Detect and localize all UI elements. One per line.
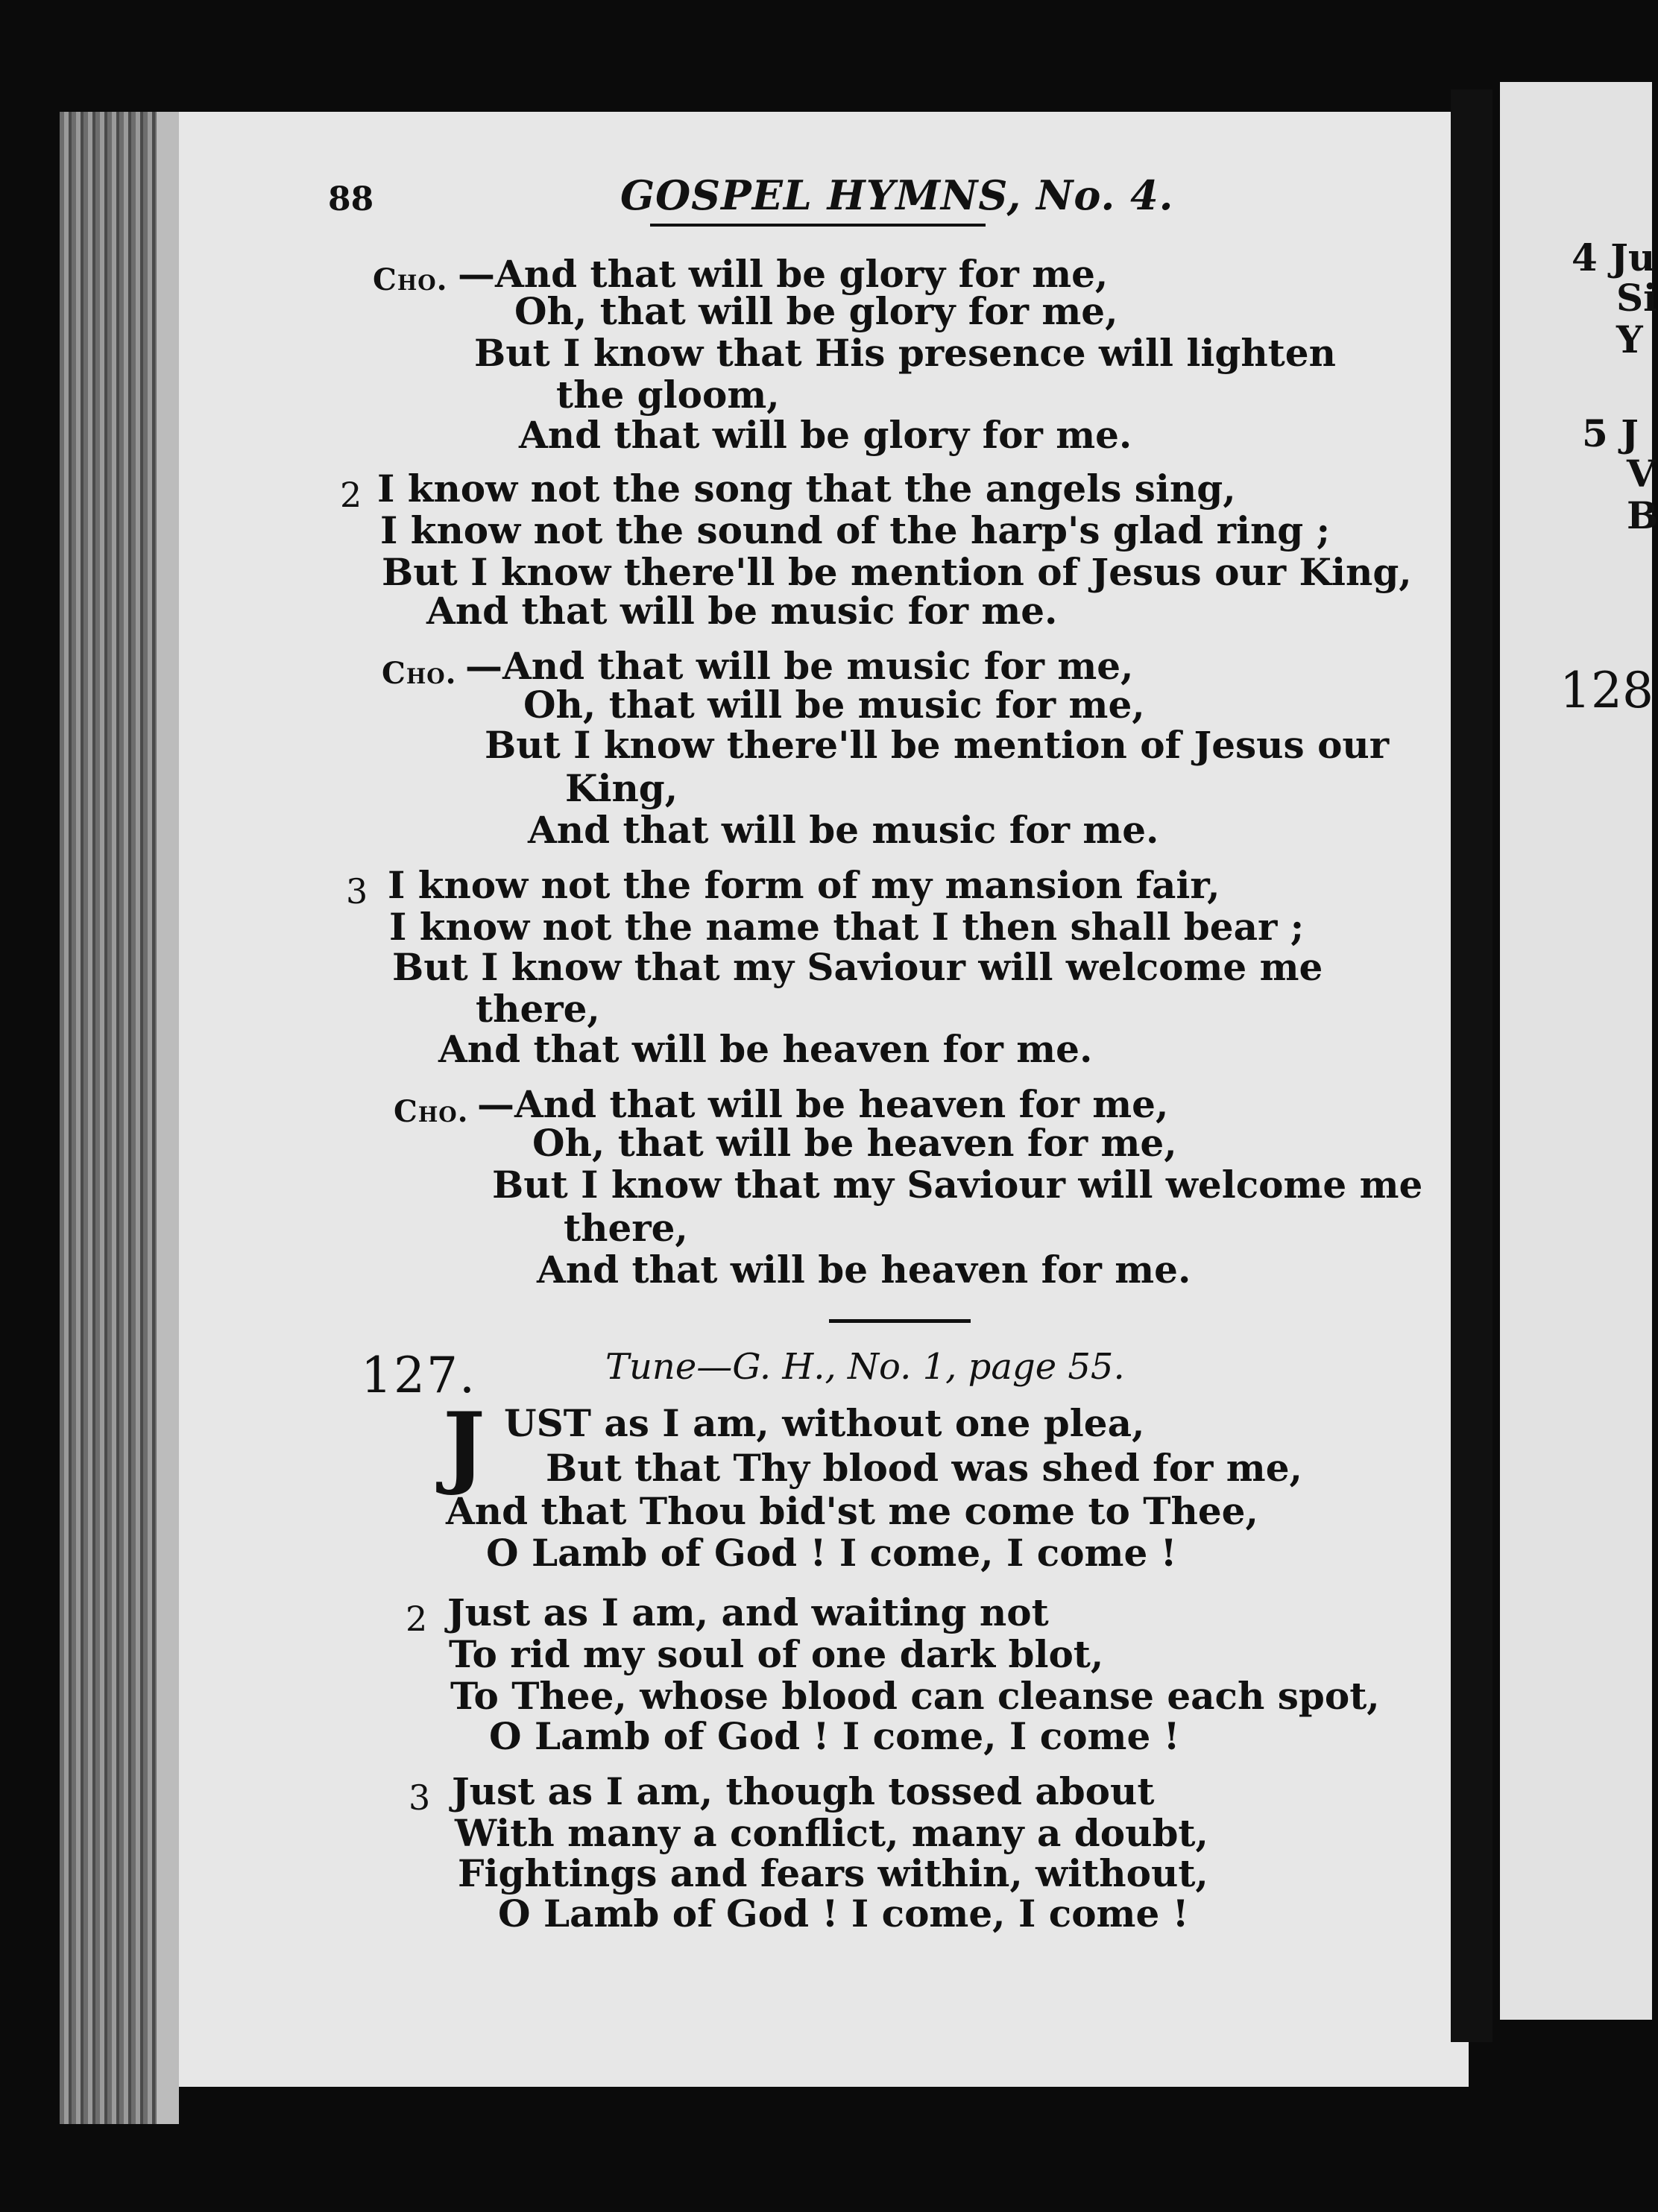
chorus-label: Cho. xyxy=(394,1094,469,1129)
chorus-line: King, xyxy=(565,766,678,810)
verse-number: 2 xyxy=(406,1599,428,1639)
verse-line: I know not the sound of the harp's glad ring ; xyxy=(380,508,1331,552)
verse-line: But I know that my Saviour will welcome me xyxy=(392,945,1323,989)
header-rule xyxy=(650,224,986,227)
verse-line: But that Thy blood was shed for me, xyxy=(546,1446,1302,1490)
verse-line: O Lamb of God ! I come, I come ! xyxy=(486,1531,1177,1575)
facing-fragment: V xyxy=(1627,452,1656,496)
chorus-line: Oh, that will be music for me, xyxy=(523,683,1145,727)
chorus-line: —And that will be heaven for me, xyxy=(477,1082,1169,1126)
verse-number: 3 xyxy=(409,1777,431,1818)
drop-cap: J xyxy=(443,1393,485,1498)
verse-line: With many a conflict, many a doubt, xyxy=(455,1811,1208,1855)
chorus-line: But I know that my Saviour will welcome me xyxy=(492,1163,1423,1207)
verse-line: O Lamb of God ! I come, I come ! xyxy=(498,1892,1189,1935)
verse-number: 2 xyxy=(340,475,362,515)
facing-fragment: Y xyxy=(1616,317,1643,361)
page-edge-highlight xyxy=(157,112,179,2124)
verse-line: To rid my soul of one dark blot, xyxy=(449,1632,1104,1676)
verse-line: But I know there'll be mention of Jesus our King, xyxy=(382,550,1412,594)
verse-line: And that will be music for me. xyxy=(426,589,1058,633)
verse-line: there, xyxy=(476,987,600,1031)
chorus-line: Oh, that will be heaven for me, xyxy=(532,1121,1177,1165)
chorus-line: —And that will be glory for me, xyxy=(458,252,1109,296)
verse-number: 3 xyxy=(346,871,368,911)
verse-line: To Thee, whose blood can cleanse each spot, xyxy=(450,1674,1380,1718)
facing-fragment: 4 Ju xyxy=(1572,236,1656,279)
running-title: GOSPEL HYMNS, No. 4. xyxy=(620,171,1174,219)
verse-line: O Lamb of God ! I come, I come ! xyxy=(489,1714,1180,1758)
chorus-line: the gloom, xyxy=(556,373,780,417)
tune-reference: Tune—G. H., No. 1, page 55. xyxy=(605,1346,1125,1388)
chorus-label: Cho. xyxy=(382,656,457,691)
section-rule xyxy=(829,1319,971,1323)
chorus-line: Oh, that will be glory for me, xyxy=(514,289,1118,333)
chorus-line: there, xyxy=(564,1206,688,1250)
facing-fragment: B xyxy=(1627,493,1658,537)
chorus-line: —And that will be music for me, xyxy=(465,644,1134,688)
book-gutter xyxy=(1451,89,1492,2042)
verse-line: And that Thou bid'st me come to Thee, xyxy=(446,1489,1258,1533)
page-number: 88 xyxy=(328,180,374,218)
verse-line: Just as I am, and waiting not xyxy=(447,1590,1049,1634)
verse-line: UST as I am, without one plea, xyxy=(504,1401,1145,1445)
chorus-line: And that will be glory for me. xyxy=(519,413,1132,457)
chorus-label: Cho. xyxy=(373,262,448,297)
facing-fragment: 5 J xyxy=(1582,411,1639,455)
verse-line: I know not the name that I then shall bear ; xyxy=(389,905,1305,949)
verse-line: Just as I am, though tossed about xyxy=(452,1769,1155,1813)
hymn-number: 127. xyxy=(361,1347,476,1404)
chorus-line: And that will be music for me. xyxy=(528,808,1159,852)
facing-hymn-number: 128 xyxy=(1560,662,1654,719)
facing-page xyxy=(1500,82,1652,2020)
chorus-line: But I know that His presence will lighten xyxy=(474,331,1336,375)
verse-line: Fightings and fears within, without, xyxy=(458,1851,1208,1895)
chorus-line: But I know there'll be mention of Jesus our xyxy=(485,723,1390,767)
chorus-line: And that will be heaven for me. xyxy=(537,1248,1191,1292)
facing-fragment: Si xyxy=(1616,276,1658,320)
verse-line: I know not the song that the angels sing, xyxy=(377,467,1236,511)
verse-line: And that will be heaven for me. xyxy=(438,1027,1093,1071)
verse-line: I know not the form of my mansion fair, xyxy=(388,863,1220,907)
